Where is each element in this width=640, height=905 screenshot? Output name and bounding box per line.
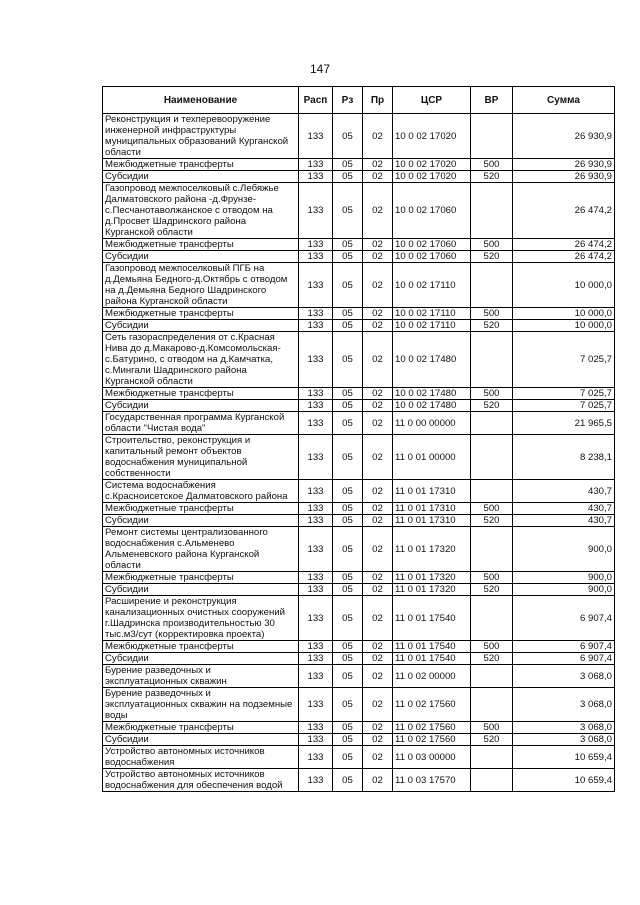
- row-csr: 11 0 02 17560: [393, 722, 471, 734]
- table-row: [103, 572, 615, 584]
- table-header: [103, 87, 615, 114]
- header-name: Наименование: [103, 87, 299, 114]
- row-csr: 10 0 02 17110: [393, 320, 471, 332]
- row-csr: 11 0 01 17320: [393, 584, 471, 596]
- row-name: Субсидии: [103, 584, 299, 596]
- row-name: Государственная программа Курганской области "Чистая вода": [103, 412, 299, 435]
- row-pr: 02: [363, 251, 393, 263]
- row-csr: 11 0 01 17320: [393, 572, 471, 584]
- row-sum: 430,7: [513, 515, 615, 527]
- row-rz: 05: [333, 653, 363, 665]
- row-vr: [471, 332, 513, 388]
- header-row: [103, 87, 615, 114]
- table-row: [103, 596, 615, 641]
- row-rz: 05: [333, 515, 363, 527]
- row-csr: 11 0 01 17540: [393, 596, 471, 641]
- row-vr: [471, 688, 513, 722]
- row-vr: 520: [471, 251, 513, 263]
- table-row: [103, 159, 615, 171]
- row-rz: 05: [333, 665, 363, 688]
- row-vr: [471, 527, 513, 572]
- row-vr: [471, 435, 513, 480]
- row-csr: 11 0 02 17560: [393, 688, 471, 722]
- row-vr: [471, 263, 513, 308]
- row-sum: 3 068,0: [513, 688, 615, 722]
- row-name: Межбюджетные трансферты: [103, 239, 299, 251]
- row-rasp: 133: [299, 665, 333, 688]
- row-name: Устройство автономных источников водоснабжения: [103, 746, 299, 769]
- table-row: [103, 527, 615, 572]
- row-pr: 02: [363, 515, 393, 527]
- row-sum: 7 025,7: [513, 388, 615, 400]
- row-pr: 02: [363, 653, 393, 665]
- page-number: 147: [309, 62, 331, 76]
- row-pr: 02: [363, 665, 393, 688]
- table-row: [103, 503, 615, 515]
- row-sum: 26 930,9: [513, 159, 615, 171]
- row-vr: 520: [471, 653, 513, 665]
- row-pr: 02: [363, 746, 393, 769]
- row-name: Межбюджетные трансферты: [103, 572, 299, 584]
- row-name: Газопровод межпоселковый ПГБ на д.Демьяна Бедного-д.Октябрь с отводом на д.Демьяна Бедного Шадринского района Курганской области: [103, 263, 299, 308]
- table-row: [103, 308, 615, 320]
- row-rz: 05: [333, 527, 363, 572]
- row-rz: 05: [333, 584, 363, 596]
- row-pr: 02: [363, 171, 393, 183]
- row-rasp: 133: [299, 320, 333, 332]
- table-row: [103, 183, 615, 239]
- row-vr: [471, 114, 513, 159]
- table-row: [103, 400, 615, 412]
- row-rasp: 133: [299, 263, 333, 308]
- table-row: [103, 653, 615, 665]
- row-sum: 3 068,0: [513, 665, 615, 688]
- row-csr: 11 0 02 00000: [393, 665, 471, 688]
- row-rasp: 133: [299, 332, 333, 388]
- row-rz: 05: [333, 320, 363, 332]
- row-csr: 11 0 00 00000: [393, 412, 471, 435]
- row-rasp: 133: [299, 688, 333, 722]
- row-sum: 10 659,4: [513, 746, 615, 769]
- row-vr: [471, 480, 513, 503]
- row-rasp: 133: [299, 572, 333, 584]
- row-rz: 05: [333, 412, 363, 435]
- row-sum: 7 025,7: [513, 332, 615, 388]
- row-sum: 6 907,4: [513, 653, 615, 665]
- table-row: [103, 332, 615, 388]
- row-rasp: 133: [299, 769, 333, 792]
- table-row: [103, 769, 615, 792]
- row-rz: 05: [333, 308, 363, 320]
- row-rasp: 133: [299, 480, 333, 503]
- row-name: Бурение разведочных и эксплуатационных скважин на подземные воды: [103, 688, 299, 722]
- row-sum: 26 930,9: [513, 114, 615, 159]
- row-pr: 02: [363, 263, 393, 308]
- row-pr: 02: [363, 503, 393, 515]
- row-vr: [471, 665, 513, 688]
- row-rz: 05: [333, 722, 363, 734]
- row-csr: 11 0 01 00000: [393, 435, 471, 480]
- row-vr: 500: [471, 308, 513, 320]
- row-csr: 10 0 02 17020: [393, 159, 471, 171]
- row-name: Субсидии: [103, 171, 299, 183]
- row-vr: 520: [471, 320, 513, 332]
- row-csr: 10 0 02 17060: [393, 239, 471, 251]
- row-sum: 3 068,0: [513, 734, 615, 746]
- row-rz: 05: [333, 159, 363, 171]
- row-sum: 10 000,0: [513, 263, 615, 308]
- row-name: Субсидии: [103, 251, 299, 263]
- row-pr: 02: [363, 596, 393, 641]
- row-rasp: 133: [299, 171, 333, 183]
- table-row: [103, 171, 615, 183]
- table-row: [103, 263, 615, 308]
- row-vr: 500: [471, 722, 513, 734]
- row-csr: 10 0 02 17060: [393, 251, 471, 263]
- row-pr: 02: [363, 734, 393, 746]
- row-rz: 05: [333, 734, 363, 746]
- header-vr: ВР: [471, 87, 513, 114]
- budget-table: [102, 86, 615, 792]
- row-name: Сеть газораспределения от с.Красная Нива до д.Макарово-д.Комсомольская-с.Батурино, с отводом на д.Камчатка, с.Мингали Шадринского района Курганской области: [103, 332, 299, 388]
- row-vr: 520: [471, 171, 513, 183]
- row-sum: 430,7: [513, 480, 615, 503]
- row-csr: 10 0 02 17480: [393, 400, 471, 412]
- row-csr: 10 0 02 17110: [393, 263, 471, 308]
- row-vr: [471, 769, 513, 792]
- row-rz: 05: [333, 480, 363, 503]
- row-sum: 6 907,4: [513, 641, 615, 653]
- row-vr: 500: [471, 239, 513, 251]
- row-rasp: 133: [299, 435, 333, 480]
- row-csr: 11 0 01 17540: [393, 641, 471, 653]
- row-sum: 900,0: [513, 572, 615, 584]
- row-pr: 02: [363, 332, 393, 388]
- row-rasp: 133: [299, 596, 333, 641]
- row-vr: 520: [471, 400, 513, 412]
- row-csr: 11 0 03 00000: [393, 746, 471, 769]
- row-name: Расширение и реконструкция канализационных очистных сооружений г.Шадринска производительностью 30 тыс.м3/сут (корректировка проекта): [103, 596, 299, 641]
- row-vr: [471, 412, 513, 435]
- row-pr: 02: [363, 688, 393, 722]
- table-row: [103, 114, 615, 159]
- row-name: Субсидии: [103, 320, 299, 332]
- row-pr: 02: [363, 320, 393, 332]
- header-sum: Сумма: [513, 87, 615, 114]
- row-rasp: 133: [299, 308, 333, 320]
- row-pr: 02: [363, 308, 393, 320]
- row-sum: 6 907,4: [513, 596, 615, 641]
- row-name: Субсидии: [103, 515, 299, 527]
- row-rasp: 133: [299, 527, 333, 572]
- row-name: Ремонт системы централизованного водоснабжения с.Альменево Альменевского района Курганской области: [103, 527, 299, 572]
- row-pr: 02: [363, 584, 393, 596]
- row-vr: [471, 746, 513, 769]
- row-vr: 520: [471, 584, 513, 596]
- row-rz: 05: [333, 641, 363, 653]
- row-name: Система водоснабжения с.Красноисетское Далматовского района: [103, 480, 299, 503]
- row-rz: 05: [333, 332, 363, 388]
- row-csr: 11 0 01 17320: [393, 527, 471, 572]
- row-rasp: 133: [299, 400, 333, 412]
- row-rasp: 133: [299, 159, 333, 171]
- row-rz: 05: [333, 435, 363, 480]
- header-rasp: Расп: [299, 87, 333, 114]
- row-vr: 500: [471, 388, 513, 400]
- row-vr: [471, 183, 513, 239]
- row-pr: 02: [363, 400, 393, 412]
- row-pr: 02: [363, 159, 393, 171]
- header-pr: Пр: [363, 87, 393, 114]
- row-vr: 500: [471, 572, 513, 584]
- row-name: Устройство автономных источников водоснабжения для обеспечения водой: [103, 769, 299, 792]
- row-csr: 10 0 02 17060: [393, 183, 471, 239]
- row-name: Межбюджетные трансферты: [103, 159, 299, 171]
- row-csr: 10 0 02 17110: [393, 308, 471, 320]
- table-row: [103, 688, 615, 722]
- row-rasp: 133: [299, 412, 333, 435]
- row-sum: 7 025,7: [513, 400, 615, 412]
- row-name: Субсидии: [103, 400, 299, 412]
- row-rasp: 133: [299, 114, 333, 159]
- row-sum: 26 474,2: [513, 239, 615, 251]
- row-sum: 26 474,2: [513, 183, 615, 239]
- row-rasp: 133: [299, 734, 333, 746]
- row-sum: 8 238,1: [513, 435, 615, 480]
- row-rz: 05: [333, 171, 363, 183]
- row-pr: 02: [363, 572, 393, 584]
- row-pr: 02: [363, 388, 393, 400]
- row-name: Межбюджетные трансферты: [103, 388, 299, 400]
- table-row: [103, 320, 615, 332]
- row-name: Строительство, реконструкция и капитальный ремонт объектов водоснабжения муниципальной собственности: [103, 435, 299, 480]
- row-rz: 05: [333, 388, 363, 400]
- row-rz: 05: [333, 251, 363, 263]
- row-csr: 10 0 02 17020: [393, 114, 471, 159]
- row-pr: 02: [363, 435, 393, 480]
- row-sum: 21 965,5: [513, 412, 615, 435]
- table-row: [103, 412, 615, 435]
- header-csr: ЦСР: [393, 87, 471, 114]
- table-row: [103, 734, 615, 746]
- row-rasp: 133: [299, 653, 333, 665]
- row-csr: 10 0 02 17480: [393, 388, 471, 400]
- row-pr: 02: [363, 183, 393, 239]
- row-rz: 05: [333, 746, 363, 769]
- row-rz: 05: [333, 503, 363, 515]
- row-csr: 11 0 01 17310: [393, 515, 471, 527]
- row-sum: 26 930,9: [513, 171, 615, 183]
- row-sum: 430,7: [513, 503, 615, 515]
- row-rz: 05: [333, 572, 363, 584]
- table-row: [103, 480, 615, 503]
- row-vr: 500: [471, 641, 513, 653]
- row-pr: 02: [363, 239, 393, 251]
- row-rasp: 133: [299, 722, 333, 734]
- row-pr: 02: [363, 480, 393, 503]
- row-csr: 10 0 02 17480: [393, 332, 471, 388]
- row-rz: 05: [333, 688, 363, 722]
- header-rz: Рз: [333, 87, 363, 114]
- row-rz: 05: [333, 400, 363, 412]
- row-rz: 05: [333, 769, 363, 792]
- row-vr: 520: [471, 515, 513, 527]
- row-rasp: 133: [299, 746, 333, 769]
- row-rz: 05: [333, 239, 363, 251]
- row-rasp: 133: [299, 183, 333, 239]
- row-rz: 05: [333, 596, 363, 641]
- row-pr: 02: [363, 412, 393, 435]
- table-body: [103, 114, 615, 792]
- row-sum: 900,0: [513, 527, 615, 572]
- row-rasp: 133: [299, 515, 333, 527]
- row-name: Межбюджетные трансферты: [103, 641, 299, 653]
- row-rasp: 133: [299, 584, 333, 596]
- row-sum: 26 474,2: [513, 251, 615, 263]
- row-name: Межбюджетные трансферты: [103, 308, 299, 320]
- row-rasp: 133: [299, 641, 333, 653]
- row-csr: 11 0 01 17310: [393, 480, 471, 503]
- table-row: [103, 435, 615, 480]
- row-vr: 520: [471, 734, 513, 746]
- row-name: Межбюджетные трансферты: [103, 503, 299, 515]
- row-pr: 02: [363, 722, 393, 734]
- row-rz: 05: [333, 183, 363, 239]
- row-rasp: 133: [299, 388, 333, 400]
- row-pr: 02: [363, 769, 393, 792]
- row-sum: 10 000,0: [513, 320, 615, 332]
- row-pr: 02: [363, 527, 393, 572]
- row-name: Бурение разведочных и эксплуатационных скважин: [103, 665, 299, 688]
- row-rasp: 133: [299, 503, 333, 515]
- row-csr: 11 0 01 17310: [393, 503, 471, 515]
- row-name: Межбюджетные трансферты: [103, 722, 299, 734]
- row-rz: 05: [333, 263, 363, 308]
- table-row: [103, 641, 615, 653]
- row-pr: 02: [363, 641, 393, 653]
- table-row: [103, 584, 615, 596]
- row-name: Реконструкция и техперевооружение инженерной инфраструктуры муниципальных образований Курганской области: [103, 114, 299, 159]
- row-vr: 500: [471, 159, 513, 171]
- row-rasp: 133: [299, 239, 333, 251]
- row-sum: 3 068,0: [513, 722, 615, 734]
- row-name: Газопровод межпоселковый с.Лебяжье Далматовского района -д.Фрунзе-с.Песчанотаволжанское с отводом на д.Просвет Шадринского района Курганской области: [103, 183, 299, 239]
- table-row: [103, 251, 615, 263]
- row-name: Субсидии: [103, 734, 299, 746]
- row-vr: [471, 596, 513, 641]
- row-pr: 02: [363, 114, 393, 159]
- row-rz: 05: [333, 114, 363, 159]
- row-csr: 11 0 01 17540: [393, 653, 471, 665]
- row-sum: 900,0: [513, 584, 615, 596]
- table-row: [103, 239, 615, 251]
- table-row: [103, 722, 615, 734]
- row-name: Субсидии: [103, 653, 299, 665]
- row-vr: 500: [471, 503, 513, 515]
- table-row: [103, 388, 615, 400]
- row-csr: 11 0 03 17570: [393, 769, 471, 792]
- table-row: [103, 746, 615, 769]
- row-sum: 10 000,0: [513, 308, 615, 320]
- row-sum: 10 659,4: [513, 769, 615, 792]
- row-csr: 10 0 02 17020: [393, 171, 471, 183]
- row-csr: 11 0 02 17560: [393, 734, 471, 746]
- table-row: [103, 515, 615, 527]
- row-rasp: 133: [299, 251, 333, 263]
- table-row: [103, 665, 615, 688]
